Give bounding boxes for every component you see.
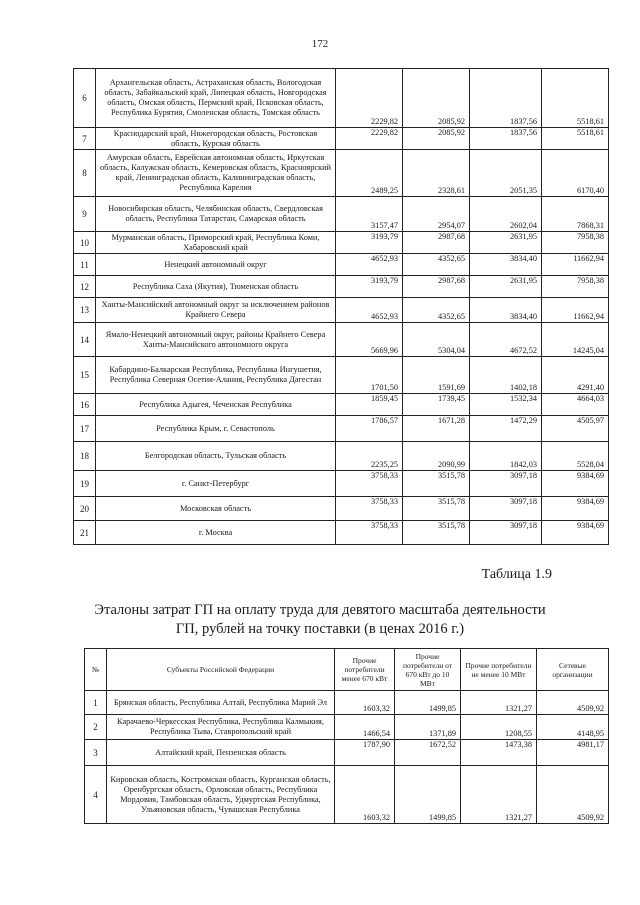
value-cell: 2489,25 bbox=[336, 150, 403, 197]
value-cell: 2085,92 bbox=[403, 69, 470, 128]
page-number: 172 bbox=[311, 38, 329, 50]
value-cell: 1208,55 bbox=[461, 715, 537, 740]
table-row bbox=[74, 521, 609, 545]
value-cell: 2631,95 bbox=[470, 276, 542, 298]
value-cell: 1842,03 bbox=[470, 442, 542, 471]
value-cell: 3758,33 bbox=[336, 521, 403, 545]
subject-cell: Ханты-Мансийский автономный округ за исключением районов Крайнего Севера bbox=[96, 298, 336, 323]
row-number: 13 bbox=[74, 298, 96, 323]
value-cell: 1786,57 bbox=[336, 416, 403, 442]
value-cell: 1499,85 bbox=[395, 766, 461, 824]
value-cell: 4652,93 bbox=[336, 254, 403, 276]
value-cell: 9384,69 bbox=[542, 497, 609, 521]
value-cell: 4509,92 bbox=[537, 766, 609, 824]
value-cell: 3097,18 bbox=[470, 497, 542, 521]
value-cell: 1473,38 bbox=[461, 740, 537, 766]
row-number: 14 bbox=[74, 323, 96, 357]
subject-cell: г. Санкт-Петербург bbox=[96, 471, 336, 497]
subject-cell: Алтайский край, Пензенская область bbox=[107, 740, 335, 766]
value-cell: 1532,34 bbox=[470, 394, 542, 416]
value-cell: 3193,79 bbox=[336, 276, 403, 298]
value-cell: 11662,94 bbox=[542, 298, 609, 323]
value-cell: 1837,56 bbox=[470, 69, 542, 128]
value-cell: 3193,79 bbox=[336, 232, 403, 254]
value-cell: 1701,50 bbox=[336, 357, 403, 394]
subject-cell: Краснодарский край, Нижегородская область, Ростовская область, Курская область bbox=[96, 128, 336, 150]
row-number: 15 bbox=[74, 357, 96, 394]
value-cell: 1603,32 bbox=[335, 691, 395, 715]
value-cell: 4505,97 bbox=[542, 416, 609, 442]
value-cell: 4664,03 bbox=[542, 394, 609, 416]
value-cell: 3834,40 bbox=[470, 298, 542, 323]
value-cell: 3515,78 bbox=[403, 471, 470, 497]
value-cell: 4352,65 bbox=[403, 254, 470, 276]
value-cell: 1837,56 bbox=[470, 128, 542, 150]
table-row bbox=[74, 150, 609, 197]
value-cell: 5304,04 bbox=[403, 323, 470, 357]
table-caption: Таблица 1.9 bbox=[481, 567, 552, 582]
subject-cell: Брянская область, Республика Алтай, Республика Марий Эл bbox=[107, 691, 335, 715]
row-number: 6 bbox=[74, 69, 96, 128]
header-subject: Субъекты Российской Федерации bbox=[107, 649, 335, 691]
subject-cell: Новосибирская область, Челябинская область, Свердловская область, Республика Татарстан, Самарская область bbox=[96, 197, 336, 232]
table-row bbox=[74, 298, 609, 323]
value-cell: 7958,38 bbox=[542, 276, 609, 298]
value-cell: 2954,07 bbox=[403, 197, 470, 232]
value-cell: 1499,85 bbox=[395, 691, 461, 715]
table-row bbox=[85, 715, 609, 740]
row-number: 12 bbox=[74, 276, 96, 298]
value-cell: 14245,04 bbox=[542, 323, 609, 357]
table-title bbox=[0, 601, 640, 639]
row-number: 1 bbox=[85, 691, 107, 715]
table-row bbox=[85, 691, 609, 715]
table-row bbox=[74, 442, 609, 471]
value-cell: 3515,78 bbox=[403, 521, 470, 545]
table-row bbox=[74, 128, 609, 150]
value-cell: 2051,35 bbox=[470, 150, 542, 197]
tariff-table-1-9 bbox=[84, 648, 609, 824]
table-row bbox=[74, 232, 609, 254]
row-number: 19 bbox=[74, 471, 96, 497]
table-row bbox=[74, 471, 609, 497]
table-row bbox=[74, 394, 609, 416]
subject-cell: Кабардино-Балкарская Республика, Республика Ингушетия, Республика Северная Осетия-Алания, Республика Дагестан bbox=[96, 357, 336, 394]
value-cell: 2229,82 bbox=[336, 69, 403, 128]
subject-cell: Мурманская область, Приморский край, Республика Коми, Хабаровский край bbox=[96, 232, 336, 254]
row-number: 21 bbox=[74, 521, 96, 545]
value-cell: 1402,18 bbox=[470, 357, 542, 394]
value-cell: 2987,68 bbox=[403, 232, 470, 254]
value-cell: 1787,90 bbox=[335, 740, 395, 766]
subject-cell: Республика Адыгея, Чеченская Республика bbox=[96, 394, 336, 416]
subject-cell: Республика Саха (Якутия), Тюменская область bbox=[96, 276, 336, 298]
value-cell: 1321,27 bbox=[461, 766, 537, 824]
row-number: 8 bbox=[74, 150, 96, 197]
value-cell: 1672,52 bbox=[395, 740, 461, 766]
value-cell: 1739,45 bbox=[403, 394, 470, 416]
table-title-line: ГП, рублей на точку поставки (в ценах 2016 г.) bbox=[175, 621, 465, 637]
subject-cell: Карачаево-Черкесская Республика, Республика Калмыкия, Республика Тыва, Ставропольский край bbox=[107, 715, 335, 740]
table-title-line: Эталоны затрат ГП на оплату труда для девятого масштаба деятельности bbox=[94, 602, 546, 618]
header-col-1: Прочие потребители менее 670 кВт bbox=[335, 649, 395, 691]
row-number: 2 bbox=[85, 715, 107, 740]
value-cell: 1591,69 bbox=[403, 357, 470, 394]
table-row bbox=[74, 254, 609, 276]
table-row bbox=[74, 497, 609, 521]
value-cell: 6170,40 bbox=[542, 150, 609, 197]
table-header-row bbox=[85, 649, 609, 691]
subject-cell: Республика Крым, г. Севастополь bbox=[96, 416, 336, 442]
value-cell: 1859,45 bbox=[336, 394, 403, 416]
subject-cell: г. Москва bbox=[96, 521, 336, 545]
value-cell: 5518,61 bbox=[542, 128, 609, 150]
table-row bbox=[74, 416, 609, 442]
table-row bbox=[74, 357, 609, 394]
value-cell: 4672,52 bbox=[470, 323, 542, 357]
value-cell: 2602,04 bbox=[470, 197, 542, 232]
value-cell: 1603,32 bbox=[335, 766, 395, 824]
value-cell: 3097,18 bbox=[470, 521, 542, 545]
value-cell: 9384,69 bbox=[542, 471, 609, 497]
table-row bbox=[85, 766, 609, 824]
row-number: 17 bbox=[74, 416, 96, 442]
table-row bbox=[74, 197, 609, 232]
tariff-table-continued bbox=[73, 68, 609, 545]
value-cell: 3758,33 bbox=[336, 471, 403, 497]
value-cell: 2235,25 bbox=[336, 442, 403, 471]
value-cell: 1671,28 bbox=[403, 416, 470, 442]
table-row bbox=[85, 740, 609, 766]
row-number: 9 bbox=[74, 197, 96, 232]
header-col-2: Прочие потребители от 670 кВт до 10 МВт bbox=[395, 649, 461, 691]
value-cell: 3515,78 bbox=[403, 497, 470, 521]
value-cell: 4352,65 bbox=[403, 298, 470, 323]
value-cell: 5669,96 bbox=[336, 323, 403, 357]
row-number: 11 bbox=[74, 254, 96, 276]
table-row bbox=[74, 276, 609, 298]
value-cell: 2085,92 bbox=[403, 128, 470, 150]
value-cell: 3157,47 bbox=[336, 197, 403, 232]
value-cell: 7868,31 bbox=[542, 197, 609, 232]
value-cell: 2229,82 bbox=[336, 128, 403, 150]
value-cell: 3097,18 bbox=[470, 471, 542, 497]
subject-cell: Московская область bbox=[96, 497, 336, 521]
value-cell: 3758,33 bbox=[336, 497, 403, 521]
value-cell: 3834,40 bbox=[470, 254, 542, 276]
value-cell: 4652,93 bbox=[336, 298, 403, 323]
value-cell: 5518,61 bbox=[542, 69, 609, 128]
row-number: 16 bbox=[74, 394, 96, 416]
row-number: 7 bbox=[74, 128, 96, 150]
value-cell: 4509,92 bbox=[537, 691, 609, 715]
value-cell: 5528,04 bbox=[542, 442, 609, 471]
table-row bbox=[74, 69, 609, 128]
subject-cell: Белгородская область, Тульская область bbox=[96, 442, 336, 471]
header-col-3: Прочие потребители не менее 10 МВт bbox=[461, 649, 537, 691]
value-cell: 1321,27 bbox=[461, 691, 537, 715]
table-row bbox=[74, 323, 609, 357]
row-number: 20 bbox=[74, 497, 96, 521]
value-cell: 4291,40 bbox=[542, 357, 609, 394]
value-cell: 1466,54 bbox=[335, 715, 395, 740]
value-cell: 9384,69 bbox=[542, 521, 609, 545]
value-cell: 2090,99 bbox=[403, 442, 470, 471]
value-cell: 2631,95 bbox=[470, 232, 542, 254]
subject-cell: Амурская область, Еврейская автономная область, Иркутская область, Калужская область, Кемеровская область, Красноярский край, Ленинградская область, Калининградская область, Республика Карелия bbox=[96, 150, 336, 197]
header-col-4: Сетевые организации bbox=[537, 649, 609, 691]
value-cell: 1472,29 bbox=[470, 416, 542, 442]
value-cell: 11662,94 bbox=[542, 254, 609, 276]
subject-cell: Ненецкий автономный округ bbox=[96, 254, 336, 276]
subject-cell: Ямало-Ненецкий автономный округ, районы Крайнего Севера Ханты-Мансийского автономного округа bbox=[96, 323, 336, 357]
subject-cell: Архангельская область, Астраханская область, Вологодская область, Забайкальский край, Липецкая область, Новгородская область, Омская область, Пермский край, Псковская область, Республика Бурятия, Смоленская область, Томская область bbox=[96, 69, 336, 128]
value-cell: 2987,68 bbox=[403, 276, 470, 298]
value-cell: 4148,95 bbox=[537, 715, 609, 740]
value-cell: 2328,61 bbox=[403, 150, 470, 197]
header-number: № bbox=[85, 649, 107, 691]
value-cell: 4981,17 bbox=[537, 740, 609, 766]
value-cell: 7958,38 bbox=[542, 232, 609, 254]
subject-cell: Кировская область, Костромская область, Курганская область, Оренбургская область, Орловская область, Республика Мордовия, Тамбовская область, Удмуртская Республика, Ульяновская область, Чувашская Республика bbox=[107, 766, 335, 824]
row-number: 3 bbox=[85, 740, 107, 766]
value-cell: 1371,89 bbox=[395, 715, 461, 740]
row-number: 4 bbox=[85, 766, 107, 824]
row-number: 10 bbox=[74, 232, 96, 254]
row-number: 18 bbox=[74, 442, 96, 471]
